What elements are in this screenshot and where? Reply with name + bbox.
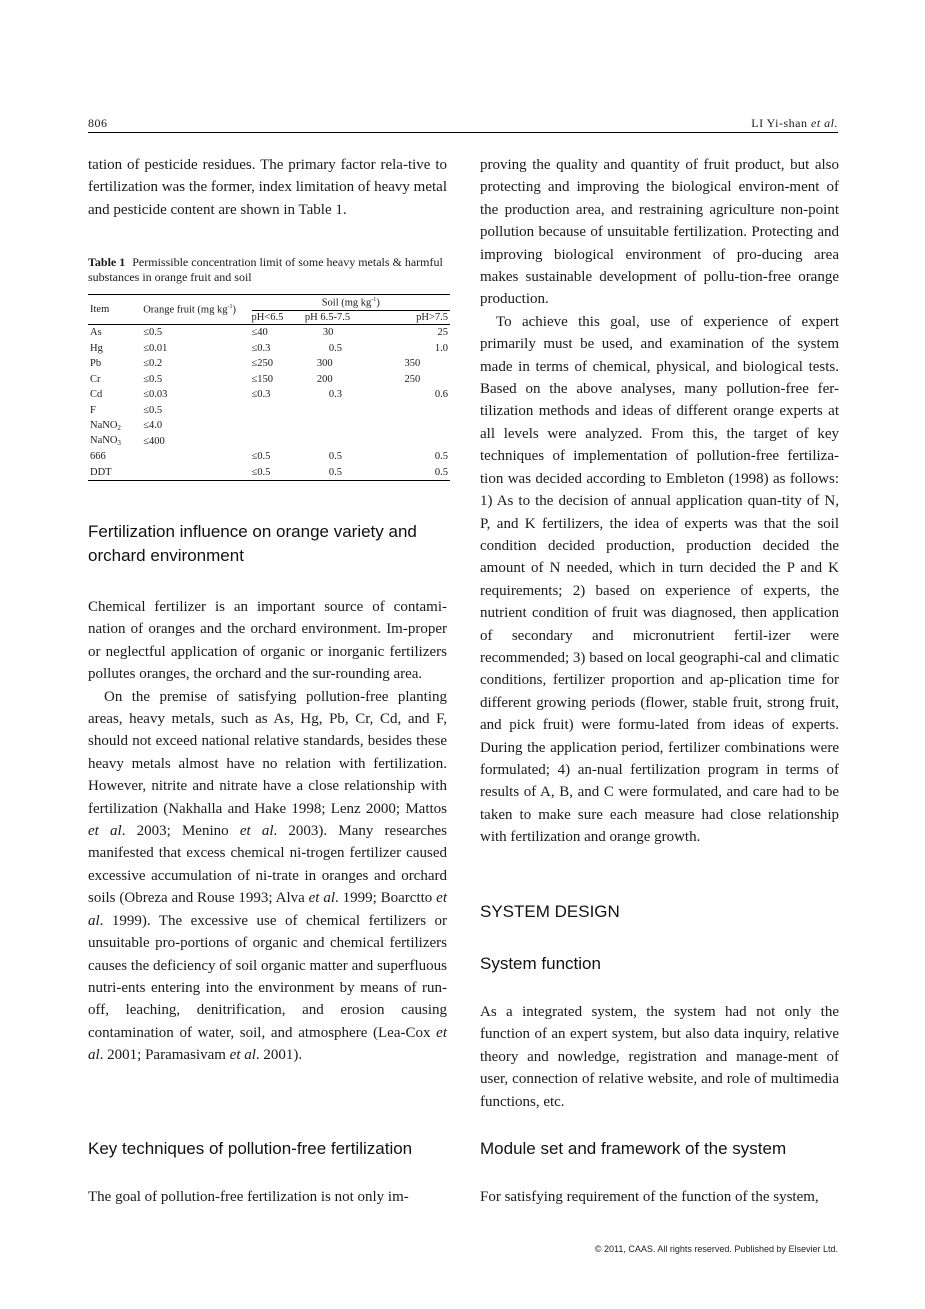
table-row: NaNO$_2$ ≤4.0: [90, 419, 163, 432]
major-heading-system-design: SYSTEM DESIGN: [480, 902, 620, 921]
system-function-body: [480, 1001, 839, 1113]
subsection-heading-system-function: System function: [480, 954, 601, 973]
table-row: 666 ≤0.5 0.5 0.5: [90, 451, 448, 463]
section1-body: [88, 596, 447, 1067]
table-label: Table 1: [88, 255, 126, 269]
table-row: Hg ≤0.01 ≤0.3 0.5 1.0: [90, 342, 448, 354]
header-ph-mid: pH 6.5-7.5: [305, 311, 391, 325]
table-row: Cd ≤0.03 ≤0.3 0.3 0.6: [90, 389, 448, 401]
continued-paragraph: proving the quality and quantity of fruit product, but also protecting and improving the biological environ-ment of the production area, and restraining agriculture non-point pollution because of unsuitable fertilization. Protecting and improving biological environment of pro-ducing area makes sustainable development of pollu-tion-free orange production.: [480, 157, 839, 308]
running-header: [88, 114, 838, 134]
table-caption-text: Permissible concentration limit of some heavy metals & harmful substances in orange fruit and soil: [88, 255, 443, 284]
header-ph-high: pH>7.5: [391, 311, 451, 325]
concentration-table: [88, 294, 450, 481]
table-1: [88, 255, 450, 481]
section2-paragraph-start: The goal of pollution-free fertilization is not only im-: [88, 1189, 409, 1205]
subsection-heading-module-set: Module set and framework of the system: [480, 1139, 787, 1158]
table-row: F ≤0.5: [90, 404, 163, 416]
table-body: [88, 325, 450, 481]
left-column-intro: [88, 154, 447, 221]
section1-paragraph1: Chemical fertilizer is an important source of contami-nation of oranges and the orchard environment. Im-proper or neglectful application of organic or inorganic fertilizers pollutes oranges, the orchard and the sur-rounding area.: [88, 599, 447, 683]
table-row: DDT ≤0.5 0.5 0.5: [88, 465, 450, 481]
header-fruit: Orange fruit (mg $kg^{-1}$): [143, 295, 251, 325]
header-soil: Soil (mg $kg^{-1}$): [252, 295, 450, 311]
goal-paragraph: To achieve this goal, use of experience of expert primarily must be used, and examination of the system made in terms of chemical, physical, and biological tests. Based on the above analyses, many pollution-free fer-tilization methods and ideas of different orange experts at all levels were analyzed. From this, the target of key techniques of implementation of pollution-free fertiliza-tion was decided according to Embleton (1998) as follows: 1) As to the decision of annual application quan-tity of N, P, and K fertilizers, the idea of experts was that the soil condition decided production, production decided the amount of N needed, which in turn decided the P and K requirements; 2) based on experience of experts, the nutrient condition of fruit was diagnosed, then application of secondary and micronutrient fertil-izer were recommended; 3) based on local geographi-cal and climatic conditions, fertilizer proportion and ap-plication time for different growing periods (flower, stable fruit, strong fruit, and pick fruit) were formu-lated from ideas of experts. During the application period, fertilizer combinations were formulated; 4) an-nual fertilization program in terms of results of A, B, and C were formulated, and care had to be taken to make sure each measure had close relationship with fertilization and orange growth.: [480, 313, 839, 846]
table-row: Pb ≤0.2 ≤250 300 350: [90, 358, 421, 370]
section-heading-key-techniques: Key techniques of pollution-free fertilization: [88, 1139, 413, 1158]
table-row: NaNO$_3$ ≤400: [90, 435, 165, 448]
header-rule: [88, 132, 838, 133]
header-ph-low: pH<6.5: [252, 311, 305, 325]
section-heading-fertilization-influence: Fertilization influence on orange variety and orchard environment: [88, 522, 417, 565]
right-column-body: [480, 154, 839, 849]
copyright-footer: © 2011, CAAS. All rights reserved. Published by Elsevier Ltd.: [594, 1244, 838, 1254]
table-row: As ≤0.5 ≤40 30 25: [88, 325, 450, 341]
intro-paragraph: tation of pesticide residues. The primary factor rela-tive to fertilization was the former, index limitation of heavy metal and pesticide content are shown in Table 1.: [88, 157, 447, 218]
page-number: 806: [88, 116, 108, 130]
system-function-paragraph: As a integrated system, the system had not only the function of an expert system, but also data inquiry, relative theory and nowledge, registration and manage-ment of user, connection of relative website, and role of multimedia functions, etc.: [480, 1004, 839, 1110]
header-item: Item: [88, 295, 143, 325]
section2-body: [88, 1186, 447, 1208]
module-set-paragraph-start: For satisfying requirement of the function of the system,: [480, 1189, 819, 1205]
table-row: Cr ≤0.5 ≤150 200 250: [90, 373, 421, 385]
author-suffix: et al.: [811, 116, 838, 130]
running-author: [751, 116, 838, 131]
author-name: LI Yi-shan: [751, 116, 808, 130]
table-caption: [88, 255, 450, 285]
module-set-body: [480, 1186, 839, 1208]
section1-paragraph2: On the premise of satisfying pollution-free planting areas, heavy metals, such as As, Hg, Pb, Cr, Cd, and F, should not exceed national relative standards, besides these heavy metals almost have no relation with fertilization. However, nitrite and nitrate have a close relationship with fertilization (Nakhalla and Hake 1998; Lenz 2000; Mattos et al. 2003; Menino et al. 2003). Many researches manifested that excess chemical ni-trogen fertilizer caused excessive accumulation of ni-trate in oranges and orchard soils (Obreza and Rouse 1993; Alva et al. 1999; Boarctto et al. 1999). The excessive use of chemical fertilizers or unsuitable pro-portions of organic and chemical fertilizers causes the deficiency of soil organic matter and superfluous nutri-ents entering into the environment by means of run-off, leaching, denitrification, and erosion causing contamination of water, soil, and atmosphere (Lea-Cox et al. 2001; Paramasivam et al. 2001).: [88, 688, 447, 1064]
